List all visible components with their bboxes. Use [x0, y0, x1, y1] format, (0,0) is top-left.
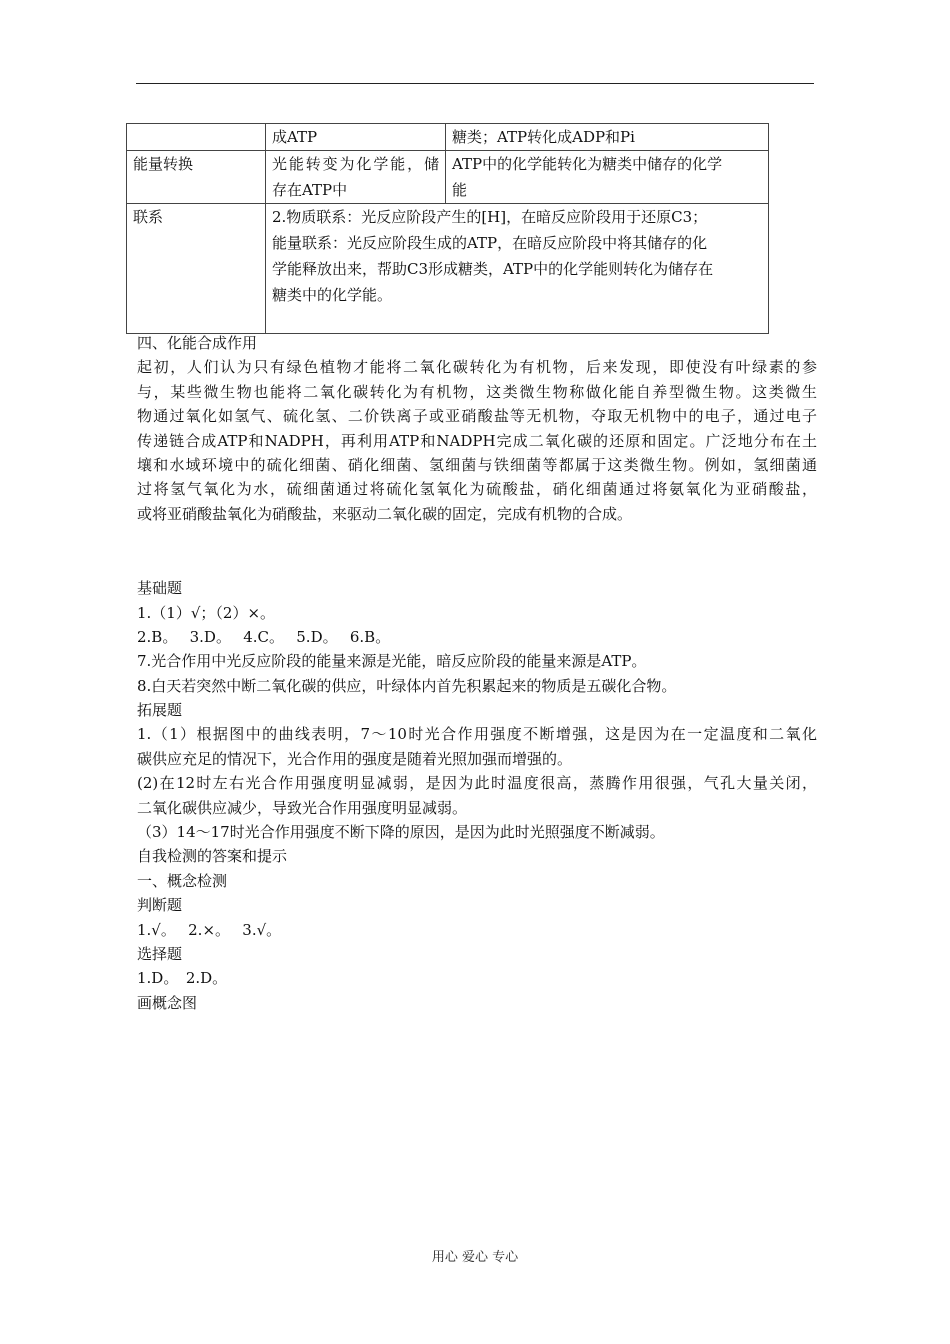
paragraph-line: 传递链合成ATP和NADPH，再利用ATP和NADPH完成二氧化碳的还原和固定。广泛地分布在土 — [137, 431, 817, 450]
cell-line: ATP中的化学能转化为糖类中储存的化学 — [452, 155, 723, 173]
table-cell: 成ATP — [266, 124, 446, 151]
table-cell — [446, 151, 769, 204]
section-heading: 一、概念检测 — [137, 871, 228, 890]
main-text — [137, 331, 817, 1015]
answer-line: (2)在12时左右光合作用强度明显减弱，是因为此时温度很高，蒸腾作用很强，气孔大量关闭， — [137, 774, 817, 793]
section-heading: 拓展题 — [137, 701, 183, 720]
table-row — [127, 151, 769, 204]
answer-line: 8.白天若突然中断二氧化碳的供应，叶绿体内首先积累起来的物质是五碳化合物。 — [137, 676, 677, 695]
cell-line: 存在ATP中 — [272, 181, 348, 199]
cell-line: 糖类中的化学能。 — [272, 286, 393, 304]
answer-line: 1.（1）√；（2）×。 — [137, 603, 276, 622]
paragraph-line: 或将亚硝酸盐氧化为硝酸盐，来驱动二氧化碳的固定，完成有机物的合成。 — [137, 504, 633, 523]
cell-line: 光能转变为化学能，储 — [272, 155, 439, 173]
answer-line: 二氧化碳供应减少，导致光合作用强度明显减弱。 — [137, 798, 468, 817]
cell-line: 能 — [452, 181, 468, 199]
section-heading: 自我检测的答案和提示 — [137, 847, 288, 866]
section-heading: 判断题 — [137, 896, 183, 915]
paragraph-line: 起初，人们认为只有绿色植物才能将二氧化碳转化为有机物，后来发现，即使没有叶绿素的参 — [137, 358, 817, 377]
table-cell: 能量转换 — [127, 151, 266, 204]
paragraph-line: 物通过氧化如氢气、硫化氢、二价铁离子或亚硝酸盐等无机物，夺取无机物中的电子，通过电子 — [137, 407, 817, 426]
table-cell: 糖类；ATP转化成ADP和Pi — [446, 124, 769, 151]
section-heading: 基础题 — [137, 579, 183, 598]
paragraph-line: 过将氢气氧化为水，硫细菌通过将硫化氢氧化为硫酸盐，硝化细菌通过将氨氧化为亚硝酸盐， — [137, 480, 817, 499]
answer-line: 1.D。 2.D。 — [137, 969, 228, 988]
answer-line: 1.（1）根据图中的曲线表明，7～10时光合作用强度不断增强，这是因为在一定温度和二氧化 — [137, 725, 817, 744]
answer-line: 1.√。 2.×。 3.√。 — [137, 920, 282, 939]
answer-line: 碳供应充足的情况下，光合作用的强度是随着光照加强而增强的。 — [137, 749, 573, 768]
table-cell — [266, 204, 769, 334]
section-heading: 选择题 — [137, 944, 183, 963]
paragraph-line: 壤和水域环境中的硫化细菌、硝化细菌、氢细菌与铁细菌等都属于这类微生物。例如，氢细菌通 — [137, 455, 817, 474]
spacer — [137, 526, 817, 576]
answer-line: 7.光合作用中光反应阶段的能量来源是光能，暗反应阶段的能量来源是ATP。 — [137, 652, 647, 671]
table-row — [127, 124, 769, 151]
answer-line: 2.B。 3.D。 4.C。 5.D。 6.B。 — [137, 627, 391, 646]
section-heading: 画概念图 — [137, 993, 198, 1012]
comparison-table — [126, 123, 769, 334]
paragraph-line: 与，某些微生物也能将二氧化碳转化为有机物，这类微生物称做化能自养型微生物。这类微生 — [137, 382, 817, 401]
cell-line: 2.物质联系：光反应阶段产生的[H]，在暗反应阶段用于还原C3； — [272, 208, 708, 226]
cell-line: 能量联系：光反应阶段生成的ATP，在暗反应阶段中将其储存的化 — [272, 234, 708, 252]
table-cell — [127, 124, 266, 151]
table-cell — [266, 151, 446, 204]
table-row — [127, 204, 769, 334]
table-cell: 联系 — [127, 204, 266, 334]
cell-line: 学能释放出来，帮助C3形成糖类，ATP中的化学能则转化为储存在 — [272, 260, 714, 278]
answer-line: （3）14～17时光合作用强度不断下降的原因，是因为此时光照强度不断减弱。 — [137, 823, 665, 842]
page-footer: 用心 爱心 专心 — [431, 1250, 519, 1265]
section-heading: 四、化能合成作用 — [137, 334, 258, 352]
header-rule — [136, 83, 814, 84]
